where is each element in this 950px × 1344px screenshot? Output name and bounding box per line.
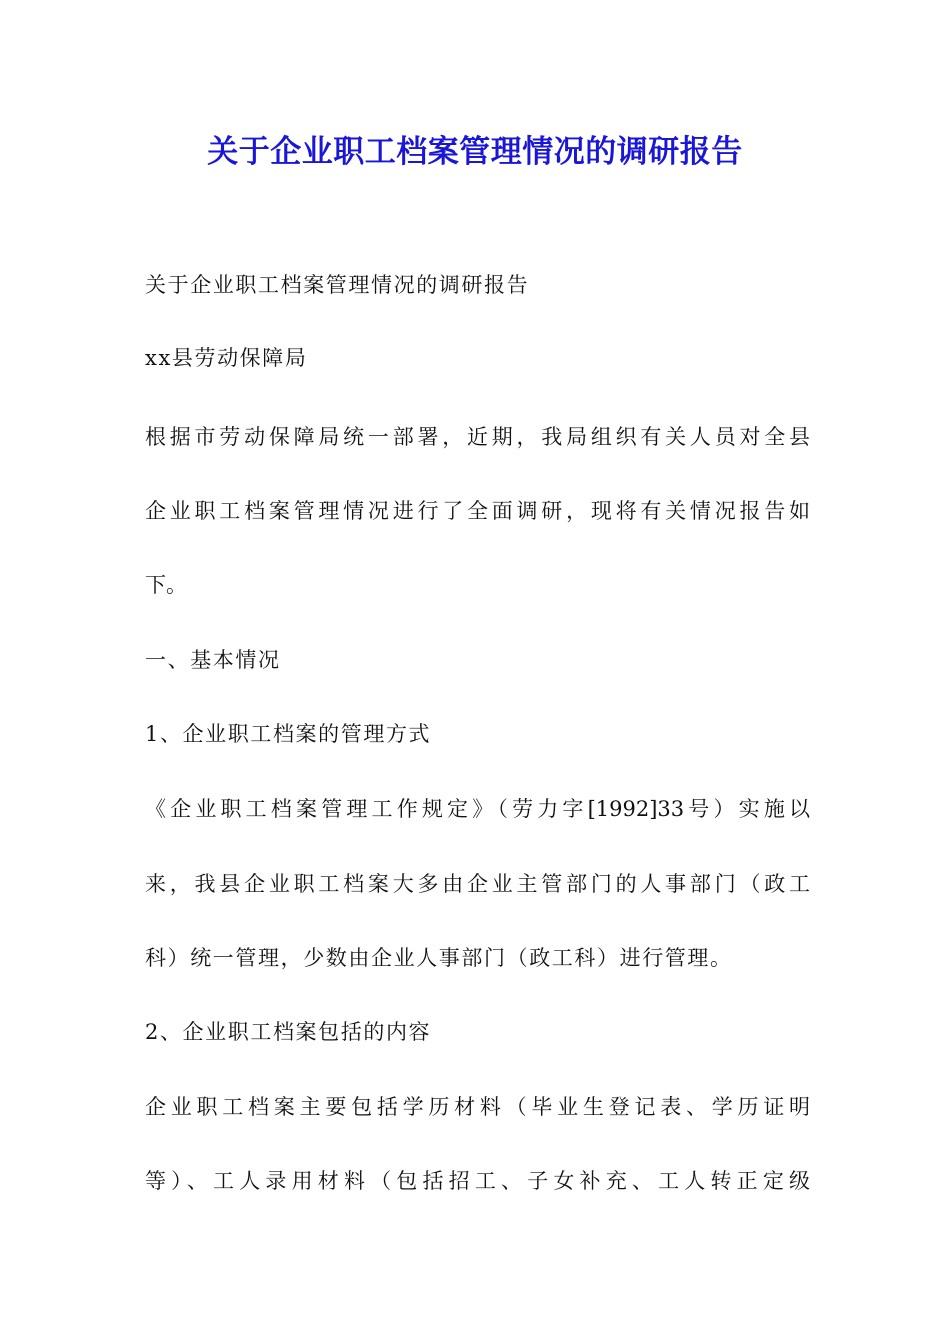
paragraph-line: 《企业职工档案管理工作规定》（劳力字[1992]33号）实施以 xyxy=(145,797,810,821)
subsection-heading: 1、企业职工档案的管理方式 xyxy=(145,722,432,746)
paragraph-line: 科）统一管理，少数由企业人事部门（政工科）进行管理。 xyxy=(145,946,733,970)
paragraph-line: 等）、工人录用材料（包括招工、子女补充、工人转正定级 xyxy=(145,1169,810,1193)
subtitle-line: 关于企业职工档案管理情况的调研报告 xyxy=(145,273,530,297)
subsection-heading: 2、企业职工档案包括的内容 xyxy=(145,1020,432,1044)
section-heading: 一、基本情况 xyxy=(145,648,281,672)
paragraph-line: 企业职工档案管理情况进行了全面调研，现将有关情况报告如 xyxy=(145,499,810,523)
paragraph-line: 来，我县企业职工档案大多由企业主管部门的人事部门（政工 xyxy=(145,872,810,896)
paragraph-line: 根据市劳动保障局统一部署，近期，我局组织有关人员对全县 xyxy=(145,425,810,449)
document-title: 关于企业职工档案管理情况的调研报告 xyxy=(207,134,743,170)
paragraph-line: 下。 xyxy=(145,573,187,597)
author-line: xx县劳动保障局 xyxy=(145,346,308,370)
paragraph-line: 企业职工档案主要包括学历材料（毕业生登记表、学历证明 xyxy=(145,1095,810,1119)
